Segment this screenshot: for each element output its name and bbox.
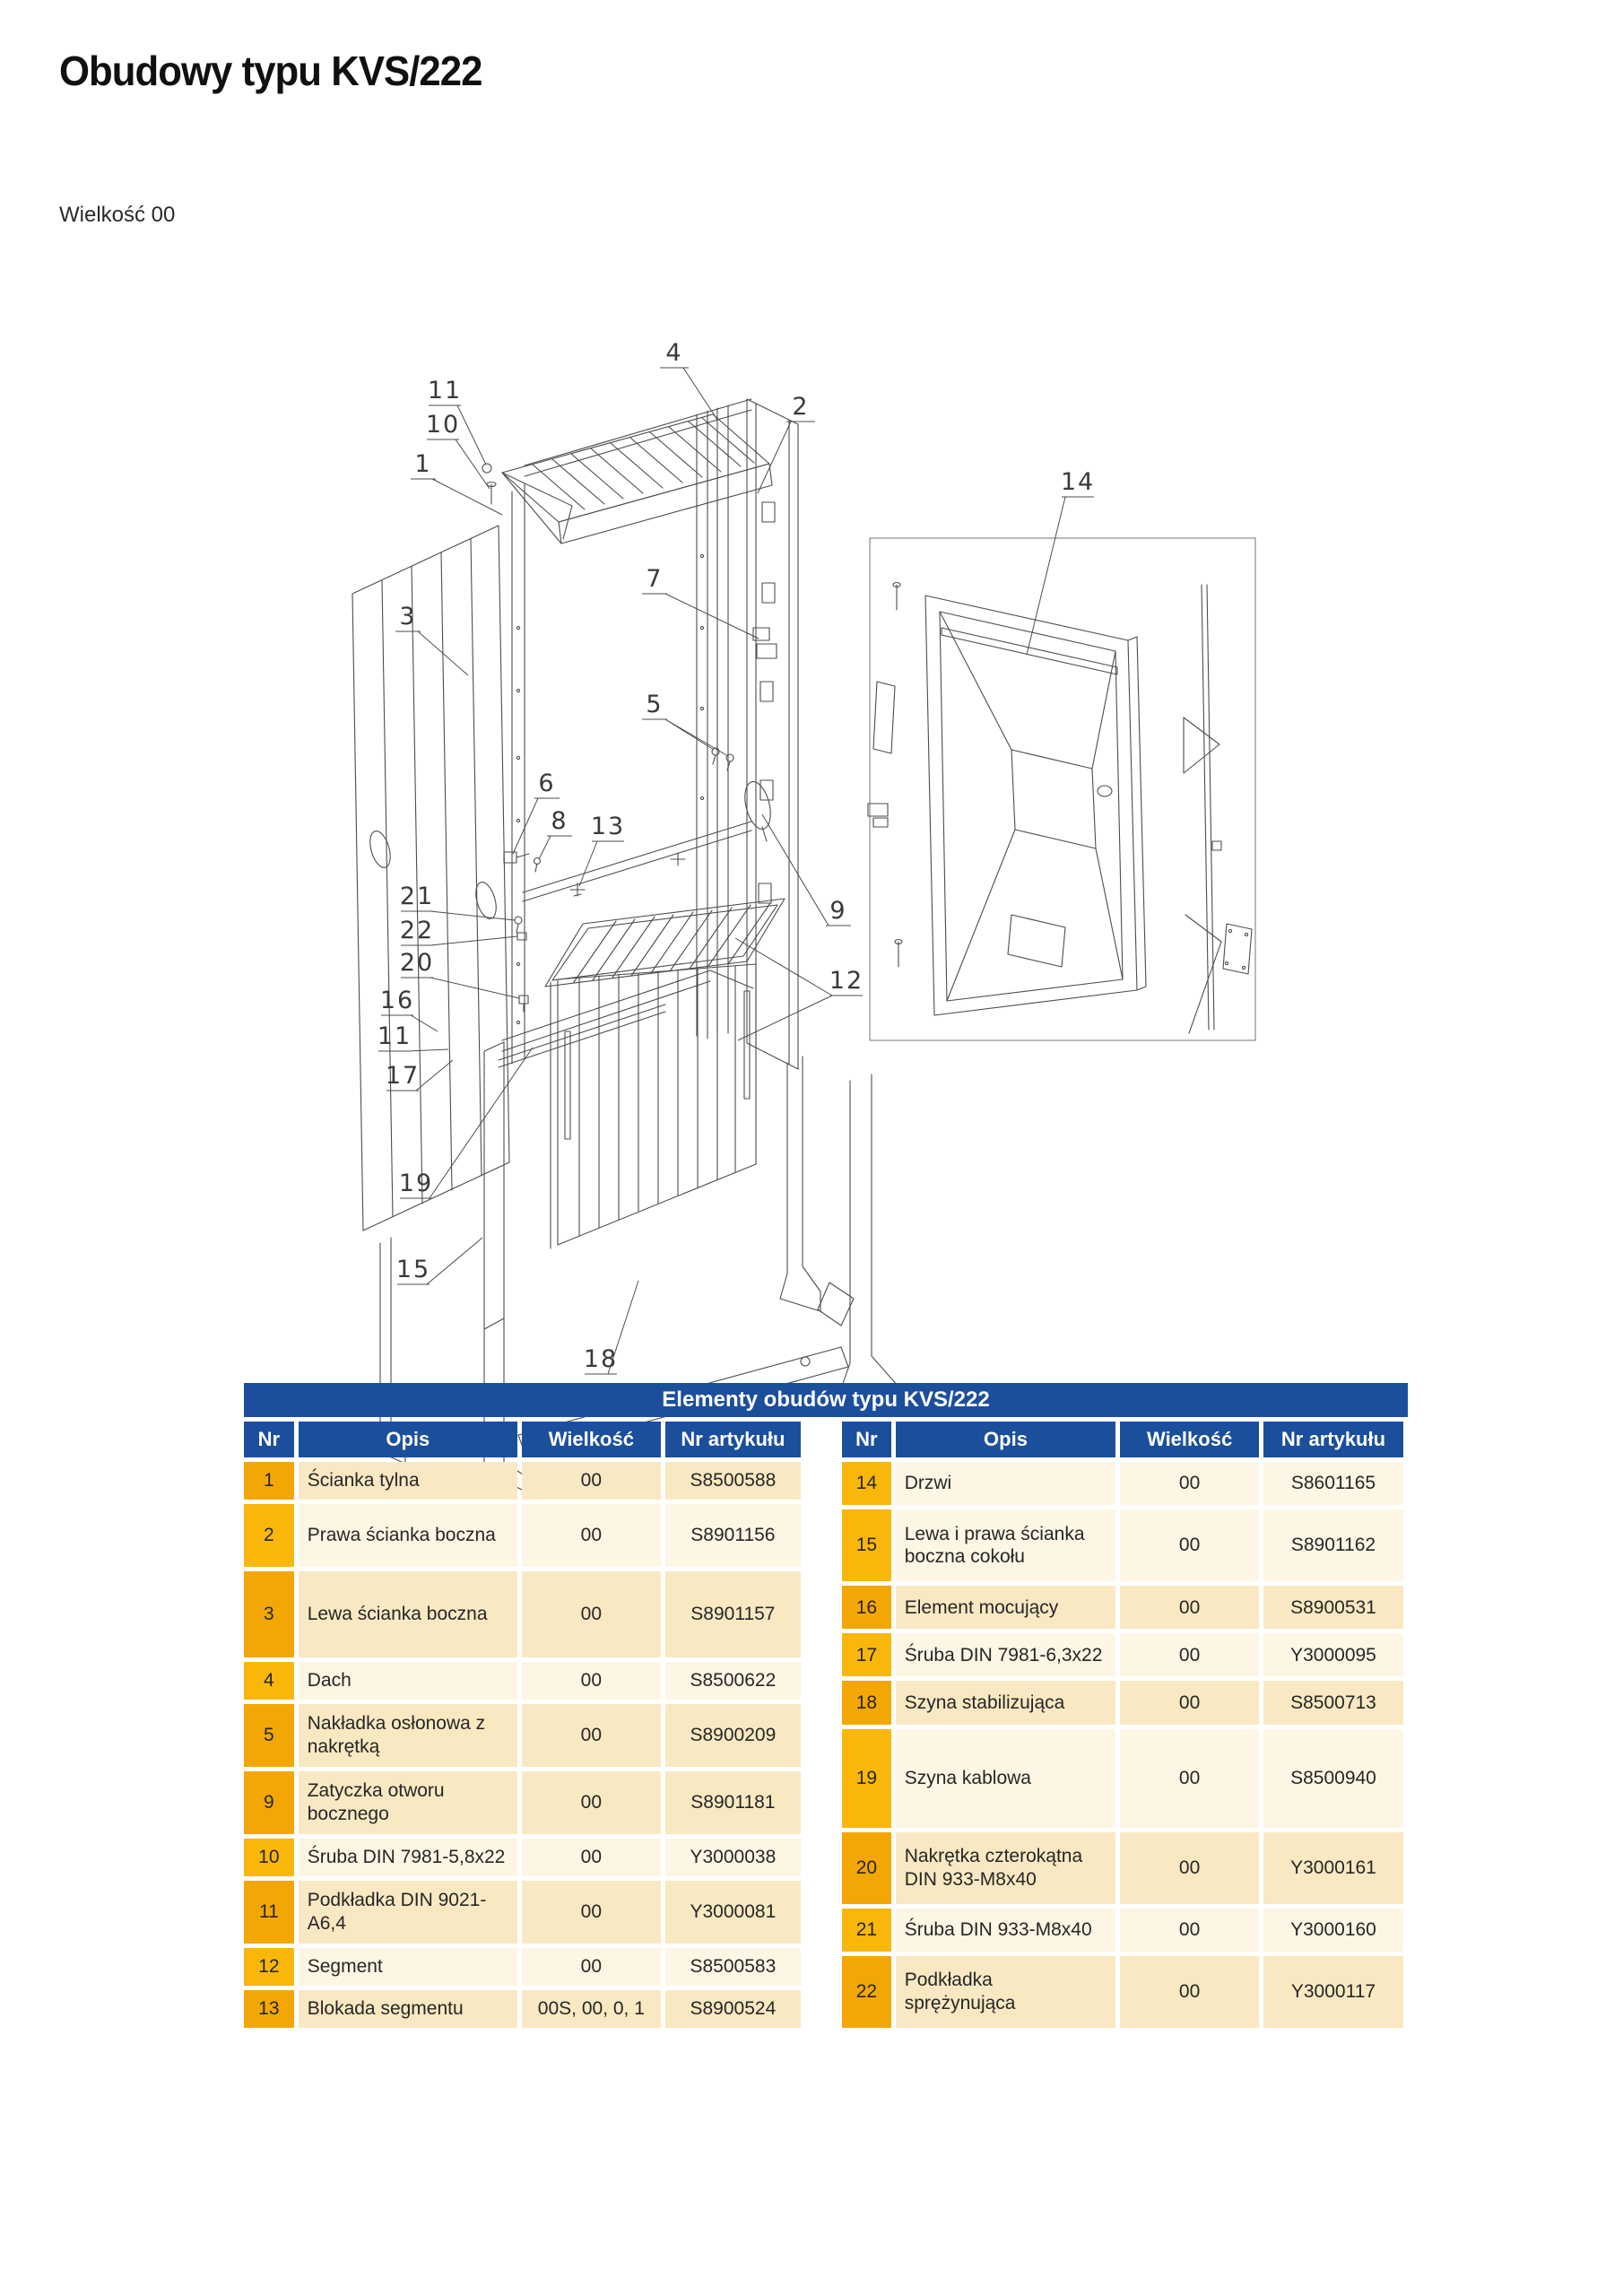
- table-row: 19 Szyna kablowa 00 S8500940: [842, 1729, 1403, 1828]
- callout-5: [642, 691, 728, 756]
- svg-text:19: 19: [398, 1170, 434, 1197]
- svg-text:21: 21: [399, 883, 435, 910]
- table-title: Elementy obudów typu KVS/222: [244, 1383, 1408, 1417]
- col-header-opis: Opis: [896, 1422, 1116, 1457]
- col-header-artykul: Nr artykułu: [1263, 1422, 1403, 1457]
- svg-text:17: 17: [385, 1062, 421, 1090]
- roof-part: [502, 414, 772, 544]
- col-header-nr: Nr: [244, 1422, 294, 1457]
- col-header-wielkosc: Wielkość: [522, 1422, 661, 1457]
- col-header-artykul: Nr artykułu: [665, 1422, 801, 1457]
- svg-text:4: 4: [665, 339, 683, 367]
- table-row: 3 Lewa ścianka boczna 00 S8901157: [244, 1571, 801, 1657]
- svg-text:8: 8: [551, 807, 568, 835]
- table-row: 10 Śruba DIN 7981-5,8x22 00 Y3000038: [244, 1839, 801, 1876]
- table-row: 21 Śruba DIN 933-M8x40 00 Y3000160: [842, 1909, 1403, 1952]
- table-row: 12 Segment 00 S8500583: [244, 1948, 801, 1986]
- callout-15: [396, 1238, 482, 1284]
- callout-11-low: [378, 1022, 448, 1051]
- svg-text:6: 6: [538, 770, 556, 797]
- table-row: 22 Podkładka sprężynująca 00 Y3000117: [842, 1956, 1403, 2028]
- table-row: 9 Zatyczka otworu bocznego 00 S8901181: [244, 1771, 801, 1834]
- table-row: 4 Dach 00 S8500622: [244, 1662, 801, 1700]
- callout-20: [400, 949, 519, 998]
- table-row: 16 Element mocujący 00 S8900531: [842, 1586, 1403, 1629]
- table-row: 20 Nakrętka czterokątna DIN 933-M8x40 00 Y3000161: [842, 1832, 1403, 1904]
- svg-text:1: 1: [414, 450, 432, 478]
- top-screw-washer: [482, 464, 496, 504]
- callout-13: [579, 813, 625, 886]
- svg-text:3: 3: [399, 603, 417, 631]
- door-detail-box: [868, 538, 1255, 1040]
- svg-text:7: 7: [646, 565, 664, 593]
- svg-text:20: 20: [399, 949, 435, 977]
- svg-text:18: 18: [583, 1345, 619, 1373]
- svg-text:11: 11: [377, 1022, 412, 1050]
- callout-14: [1027, 468, 1095, 655]
- page-subtitle: Wielkość 00: [59, 203, 176, 227]
- svg-text:15: 15: [395, 1256, 431, 1283]
- callout-17: [386, 1060, 453, 1091]
- table-row: 13 Blokada segmentu 00S, 00, 0, 1 S8900524: [244, 1990, 801, 2028]
- svg-text:14: 14: [1060, 468, 1096, 496]
- svg-text:5: 5: [646, 691, 664, 718]
- callout-4: [660, 339, 717, 420]
- parts-table-left: [239, 1417, 805, 2032]
- svg-text:16: 16: [379, 987, 415, 1014]
- front-left-post: [512, 484, 525, 1064]
- col-header-nr: Nr: [842, 1422, 891, 1457]
- table-row: 18 Szyna stabilizująca 00 S8500713: [842, 1681, 1403, 1724]
- svg-text:13: 13: [590, 813, 626, 840]
- door-panel: [925, 596, 1146, 1015]
- door-hardware: [868, 583, 1252, 1034]
- svg-text:11: 11: [427, 377, 463, 404]
- parts-table-right: [838, 1417, 1408, 2032]
- page-title: Obudowy typu KVS/222: [59, 48, 482, 94]
- mid-rail: [504, 822, 751, 901]
- callout-22: [400, 917, 517, 945]
- callout-18: [584, 1281, 638, 1374]
- ribbed-segment: [551, 964, 756, 1248]
- callout-9: [762, 814, 851, 926]
- table-row: 11 Podkładka DIN 9021-A6,4 00 Y3000081: [244, 1881, 801, 1944]
- callout-10: [426, 411, 490, 489]
- col-header-wielkosc: Wielkość: [1120, 1422, 1259, 1457]
- svg-text:2: 2: [792, 393, 810, 421]
- svg-text:22: 22: [399, 917, 435, 944]
- column-header-row: [842, 1422, 1403, 1457]
- table-row: 17 Śruba DIN 7981-6,3x22 00 Y3000095: [842, 1633, 1403, 1676]
- svg-text:12: 12: [829, 967, 864, 995]
- table-row: 5 Nakładka osłonowa z nakrętką 00 S8900209: [244, 1704, 801, 1767]
- table-row: 2 Prawa ścianka boczna 00 S8901156: [244, 1504, 801, 1567]
- svg-text:9: 9: [829, 897, 847, 925]
- table-row: 15 Lewa i prawa ścianka boczna cokołu 00 S8901162: [842, 1509, 1403, 1581]
- callout-2: [758, 393, 815, 493]
- right-side-panel: [747, 399, 798, 1069]
- callout-12: [735, 938, 864, 1040]
- louvered-segment: [545, 899, 785, 987]
- parts-table: [244, 1383, 1408, 2032]
- callouts: [378, 339, 1095, 1374]
- col-header-opis: Opis: [299, 1422, 517, 1457]
- plinth-top: [499, 970, 753, 1067]
- column-header-row: [244, 1422, 801, 1457]
- table-row: 1 Ścianka tylna 00 S8500588: [244, 1462, 801, 1500]
- cabinet-drawing: [352, 399, 898, 1493]
- left-side-panel: [352, 526, 509, 1231]
- callout-8: [539, 807, 572, 859]
- side-screws: [712, 748, 733, 770]
- table-row: 14 Drzwi 00 S8601165: [842, 1462, 1403, 1505]
- callout-3: [395, 603, 468, 675]
- svg-text:10: 10: [425, 411, 461, 439]
